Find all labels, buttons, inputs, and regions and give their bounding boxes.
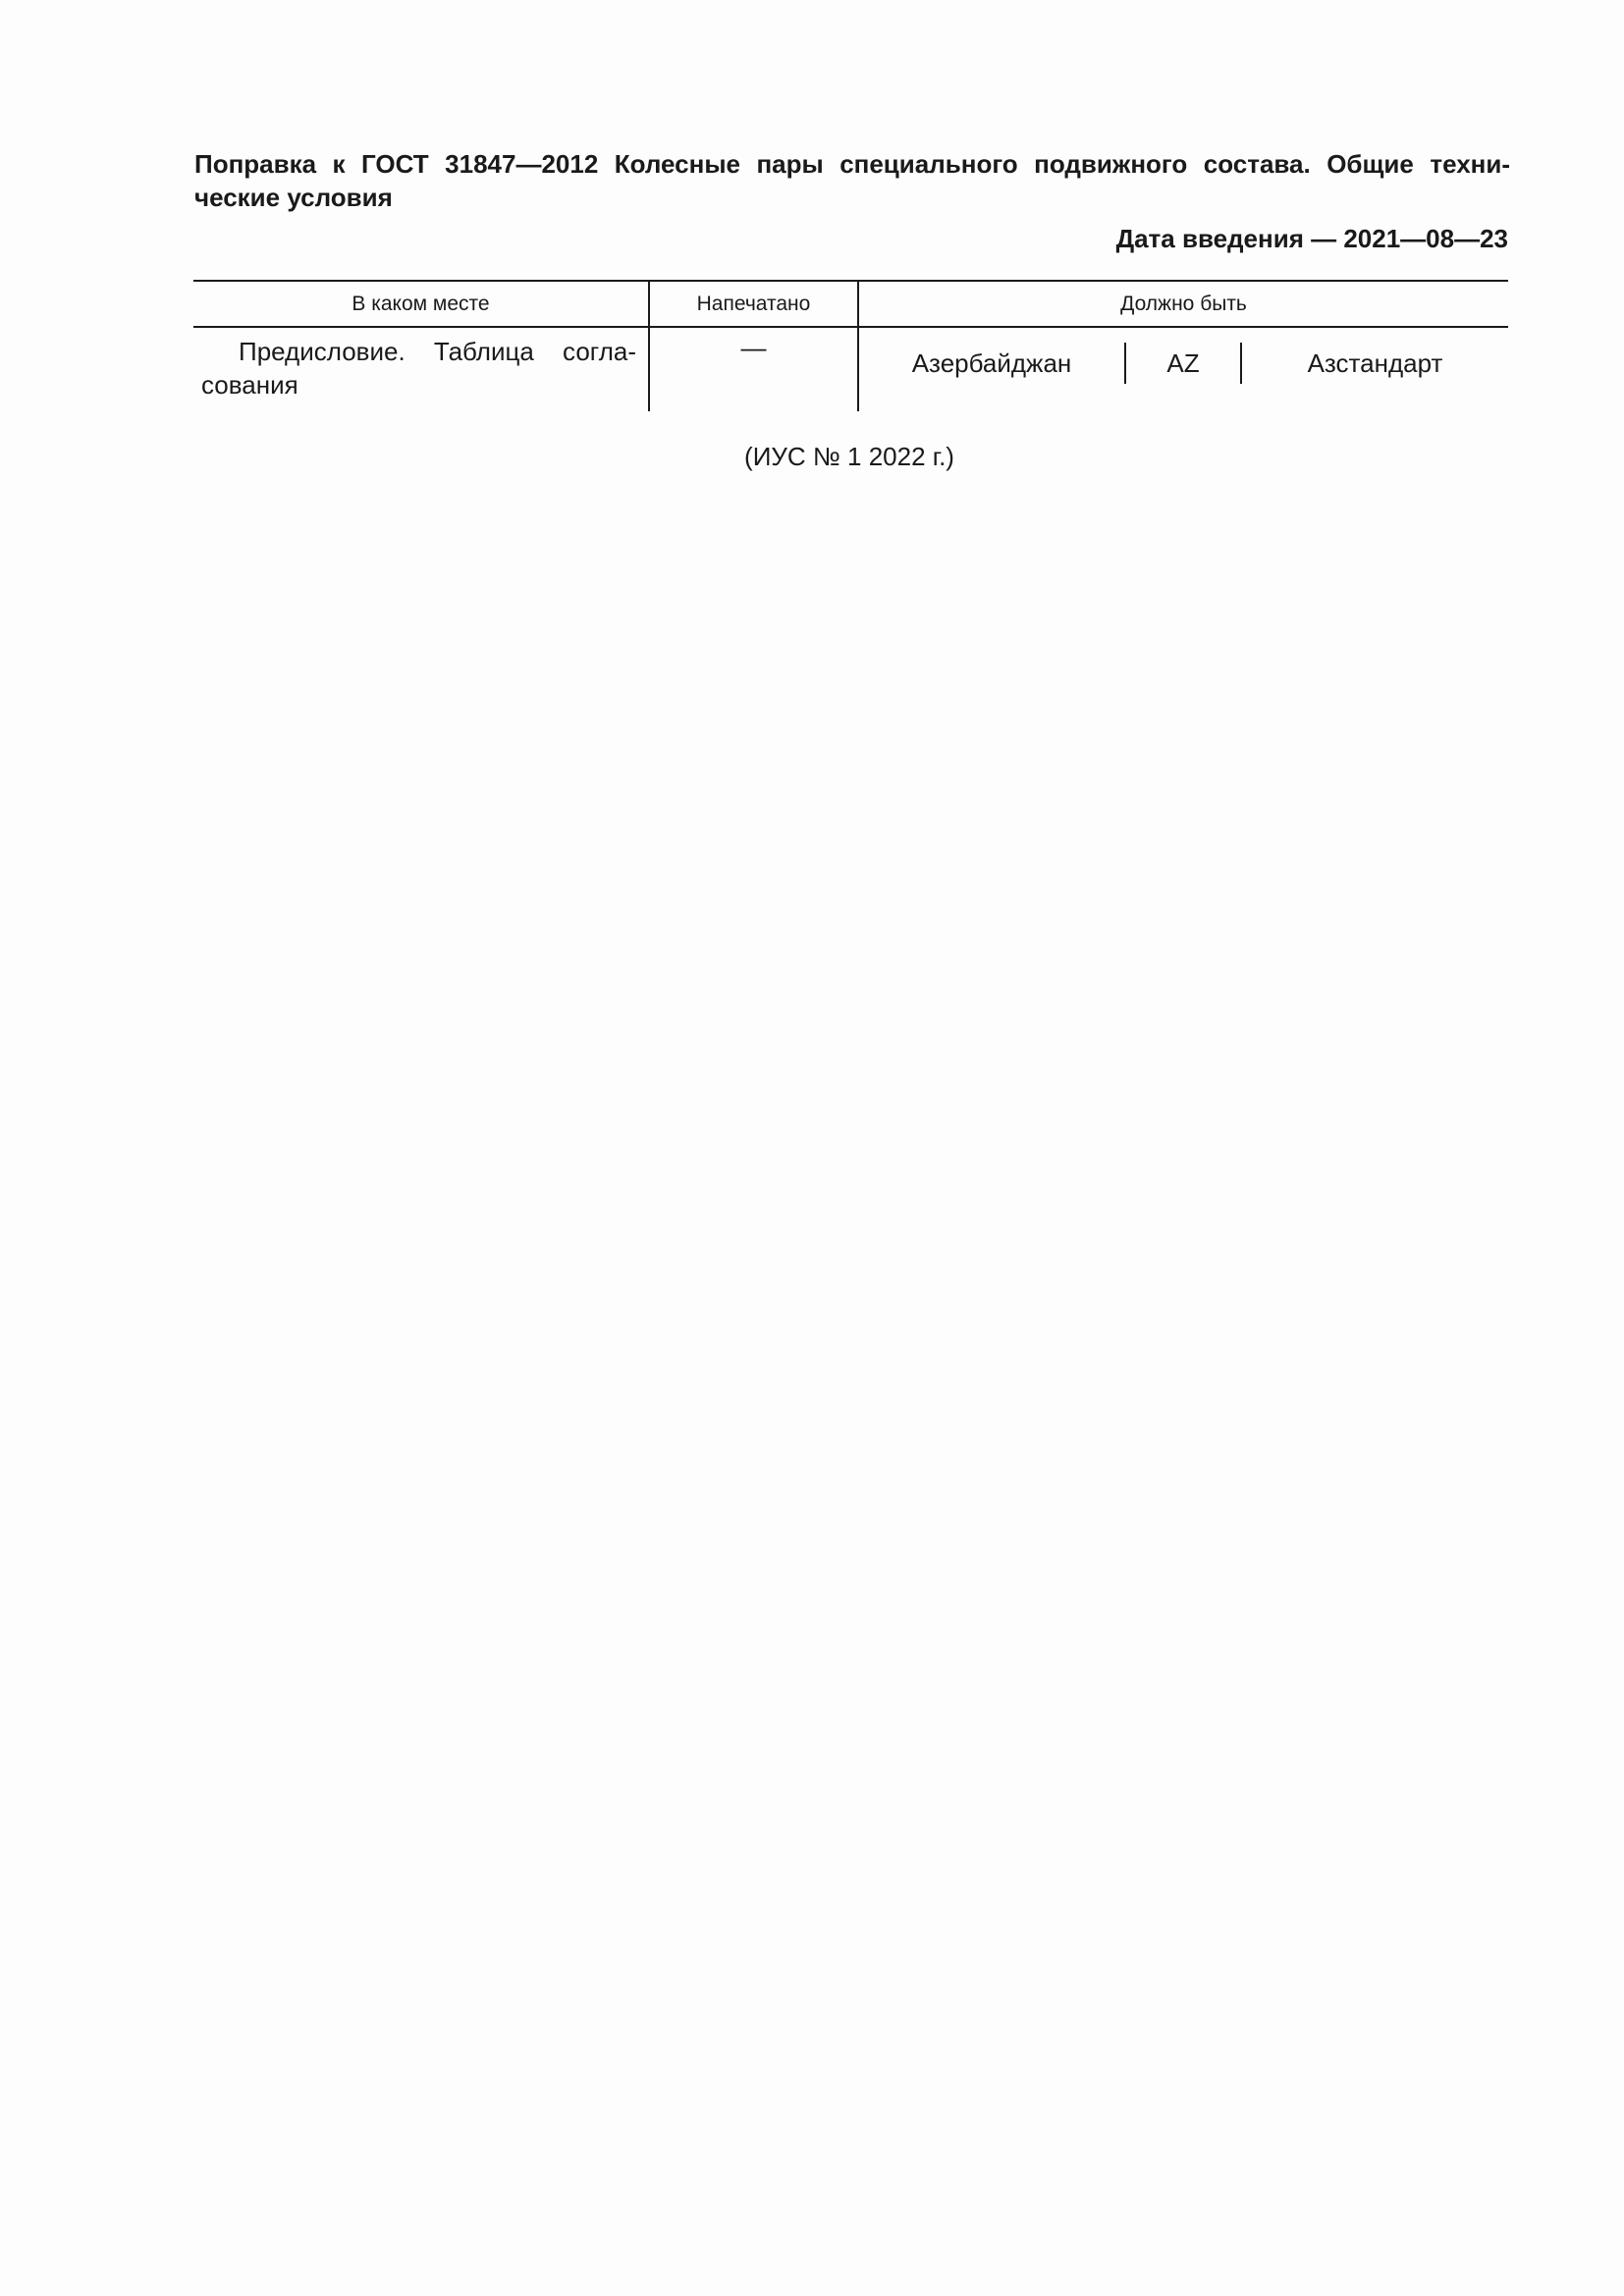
source-note: (ИУС № 1 2022 г.) xyxy=(744,442,954,471)
effective-date: Дата введения — 2021—08—23 xyxy=(1115,224,1508,253)
cell-where-line-2: сования xyxy=(201,370,298,400)
table-header-rule xyxy=(193,326,1508,328)
cell-where xyxy=(201,335,636,401)
header-should-be: Должно быть xyxy=(1120,293,1247,315)
header-printed: Напечатано xyxy=(696,293,811,315)
table-top-rule xyxy=(193,280,1508,282)
cell-should-be-code: AZ xyxy=(1166,348,1200,378)
document-title xyxy=(194,147,1510,214)
cell-should-be-organization: Азстандарт xyxy=(1307,348,1443,378)
cell-should-be-country: Азербайджан xyxy=(911,348,1072,378)
title-line-2: ческие условия xyxy=(194,183,393,212)
cell-where-line-1: Предисловие. Таблица согла- xyxy=(239,337,636,366)
correction-table xyxy=(193,280,1508,411)
header-where: В каком месте xyxy=(352,293,490,315)
title-line-1: Поправка к ГОСТ 31847—2012 Колесные пары специального подвижного состава. Общие техни- xyxy=(194,149,1510,179)
cell-printed: — xyxy=(740,333,767,362)
